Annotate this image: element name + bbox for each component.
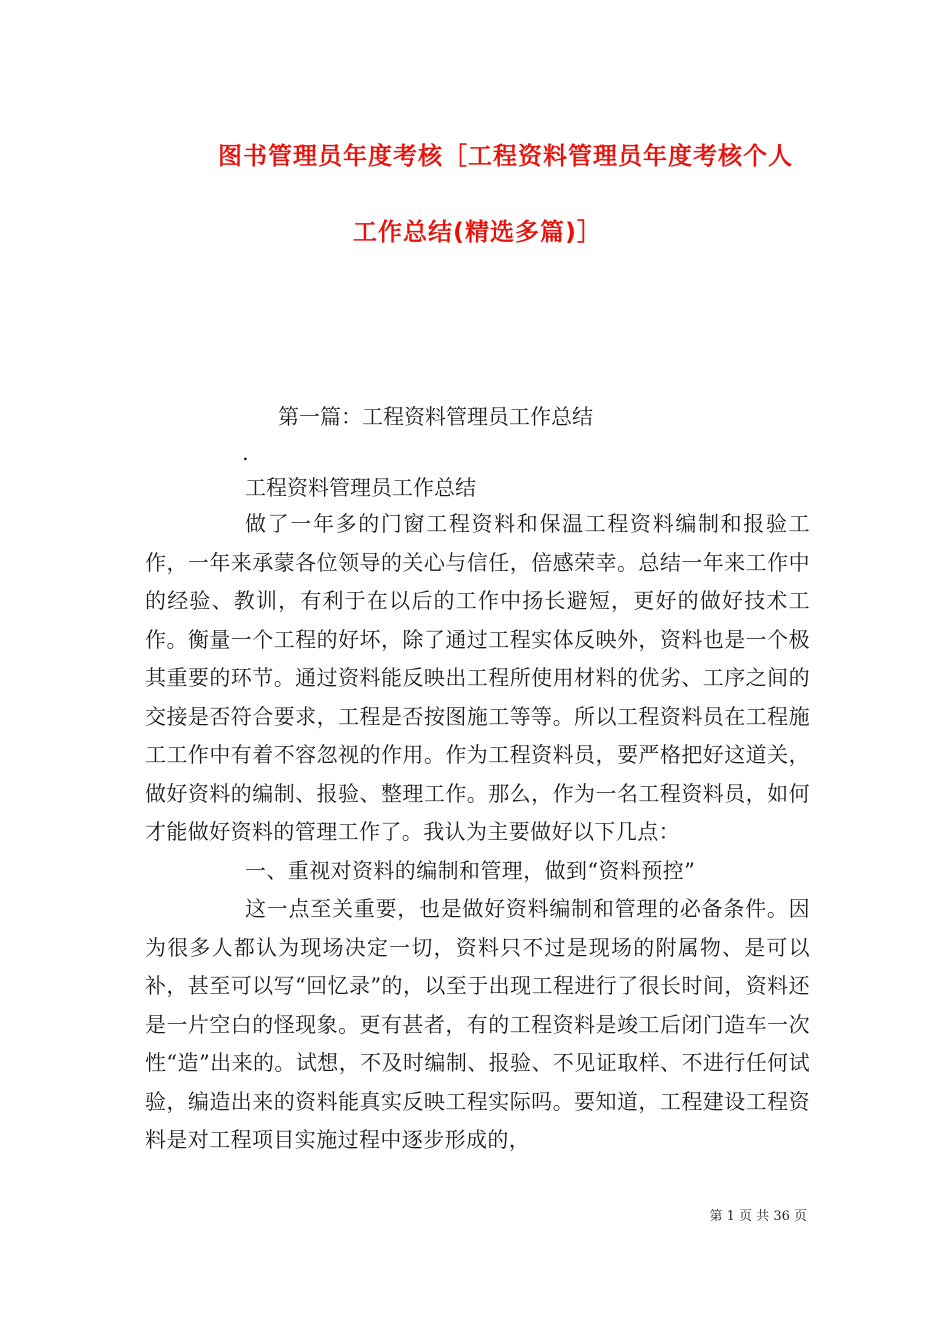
page-number-footer: 第 1 页 共 36 页 (709, 1209, 807, 1224)
paragraph-2: 这一点至关重要，也是做好资料编制和管理的必备条件。因为很多人都认为现场决定一切，资料只不过是现场的附属物、是可以补，甚至可以写“回忆录”的，以至于出现工程进行了很长时间，资料还是一片空白的怪现象。更有甚者，有的工程资料是竣工后闭门造车一次性“造”出来的。试想，不及时编制、报验、不见证取样、不进行任何试验，编造出来的资料能真实反映工程实际吗。要知道，工程建设工程资料是对工程项目实施过程中逐步形成的， (145, 897, 810, 1152)
paragraph-1: 做了一年多的门窗工程资料和保温工程资料编制和报验工作，一年来承蒙各位领导的关心与信任，倍感荣幸。总结一年来工作中的经验、教训，有利于在以后的工作中扬长避短，更好的做好技术工作。衡量一个工程的好坏，除了通过工程实体反映外，资料也是一个极其重要的环节。通过资料能反映出工程所使用材料的优劣、工序之间的交接是否符合要求，工程是否按图施工等等。所以工程资料员在工程施工工作中有着不容忽视的作用。作为工程资料员，要严格把好这道关，做好资料的编制、报验、整理工作。那么，作为一名工程资料员，如何才能做好资料的管理工作了。我认为主要做好以下几点： (145, 512, 810, 844)
body-text (145, 505, 810, 1160)
document-subtitle: 工程资料管理员工作总结 (245, 476, 476, 500)
sub-heading-1: 一、重视对资料的编制和管理，做到“资料预控” (245, 858, 696, 883)
section-heading: 第一篇：工程资料管理员工作总结 (278, 405, 593, 429)
dot-mark: . (242, 441, 249, 465)
document-title-line-1: 图书管理员年度考核［工程资料管理员年度考核个人 (218, 142, 793, 170)
document-title-line-2: 工作总结(精选多篇)］ (353, 218, 602, 246)
